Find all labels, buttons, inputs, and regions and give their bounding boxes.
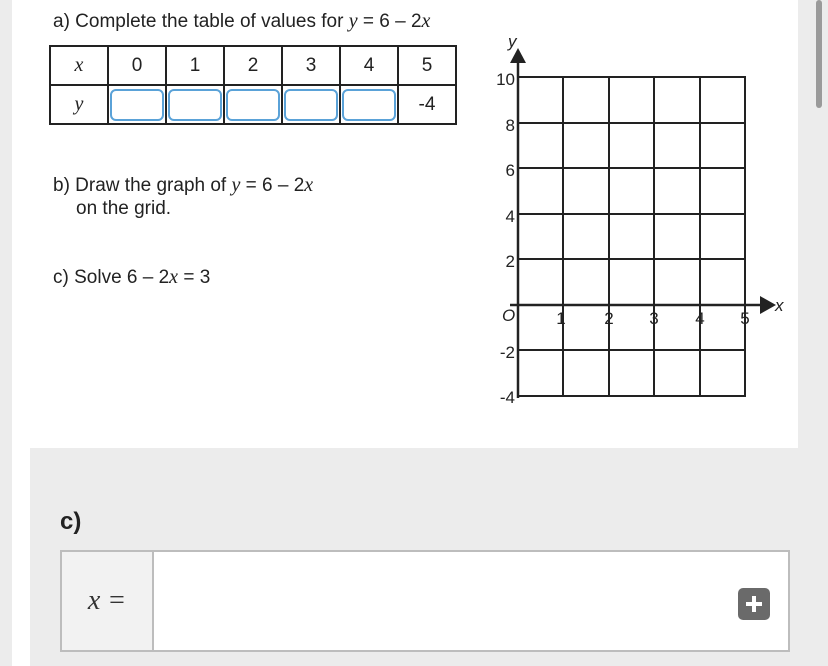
part-a-text: a) Complete the table of values for (53, 11, 349, 32)
answer-row (60, 550, 790, 652)
plus-icon (744, 594, 764, 614)
y-tick-label: -4 (499, 388, 515, 407)
x-tick-label: 3 (649, 309, 659, 328)
origin-label: O (502, 306, 516, 325)
answer-input[interactable] (154, 552, 788, 650)
y-tick-label: 2 (505, 252, 515, 271)
y-tick-label: 6 (505, 161, 515, 180)
y-cell (224, 85, 282, 124)
y-answer-box[interactable] (168, 89, 222, 121)
part-a-var-y: y (348, 10, 358, 32)
y-answer-box[interactable] (110, 89, 164, 121)
y-cell (166, 85, 224, 124)
part-c-text: c) Solve 6 – 2 (53, 267, 170, 288)
part-b-text-rest: = 6 – 2 (240, 175, 305, 196)
scrollbar[interactable] (816, 0, 822, 108)
add-math-button[interactable] (738, 588, 770, 620)
y-answer-box[interactable] (284, 89, 338, 121)
question-part-b (53, 174, 313, 220)
part-b-var-y: y (231, 174, 241, 196)
x-tick-label: 4 (695, 309, 705, 328)
table-row-x (50, 46, 456, 85)
y-tick-label: -2 (499, 343, 515, 362)
part-b-line2: on the grid. (76, 198, 172, 219)
x-header: x (50, 46, 108, 85)
x-axis-label: x (775, 296, 784, 315)
answer-panel (30, 478, 798, 666)
part-a-text-rest: = 6 – 2 (357, 11, 422, 32)
x-value: 2 (224, 46, 282, 85)
y-axis-label: y (508, 32, 517, 51)
y-tick-label: 10 (496, 70, 515, 89)
x-value: 1 (166, 46, 224, 85)
y-tick-label: 4 (505, 207, 515, 226)
x-value: 5 (398, 46, 456, 85)
page-margin-left (0, 0, 12, 666)
page-margin-right (798, 0, 828, 666)
part-c-var-x: x (169, 266, 179, 288)
x-tick-label: 1 (556, 309, 566, 328)
x-axis-arrow-icon (760, 296, 776, 314)
y-value: -4 (398, 85, 456, 124)
y-answer-box[interactable] (226, 89, 280, 121)
section-divider (30, 448, 798, 478)
part-b-var-x: x (304, 174, 314, 196)
x-value: 4 (340, 46, 398, 85)
table-row-y (50, 85, 456, 124)
grid-lines (518, 77, 745, 396)
y-answer-box[interactable] (342, 89, 396, 121)
x-tick-label: 5 (740, 309, 750, 328)
y-cell (108, 85, 166, 124)
x-value: 0 (108, 46, 166, 85)
part-c-text-rest: = 3 (178, 267, 211, 288)
question-part-c (53, 266, 210, 289)
y-cell (282, 85, 340, 124)
x-tick-labels (556, 309, 749, 328)
part-a-var-x: x (421, 10, 431, 32)
y-header: y (50, 85, 108, 124)
y-tick-labels (496, 70, 515, 407)
table-of-values (49, 45, 457, 125)
y-cell (340, 85, 398, 124)
answer-part-heading: c) (60, 508, 82, 535)
answer-label: x = (62, 552, 154, 650)
question-part-a (53, 10, 430, 33)
y-tick-label: 8 (505, 116, 515, 135)
coordinate-grid[interactable] (488, 30, 798, 410)
x-tick-label: 2 (604, 309, 614, 328)
part-b-text: b) Draw the graph of (53, 175, 232, 196)
x-value: 3 (282, 46, 340, 85)
